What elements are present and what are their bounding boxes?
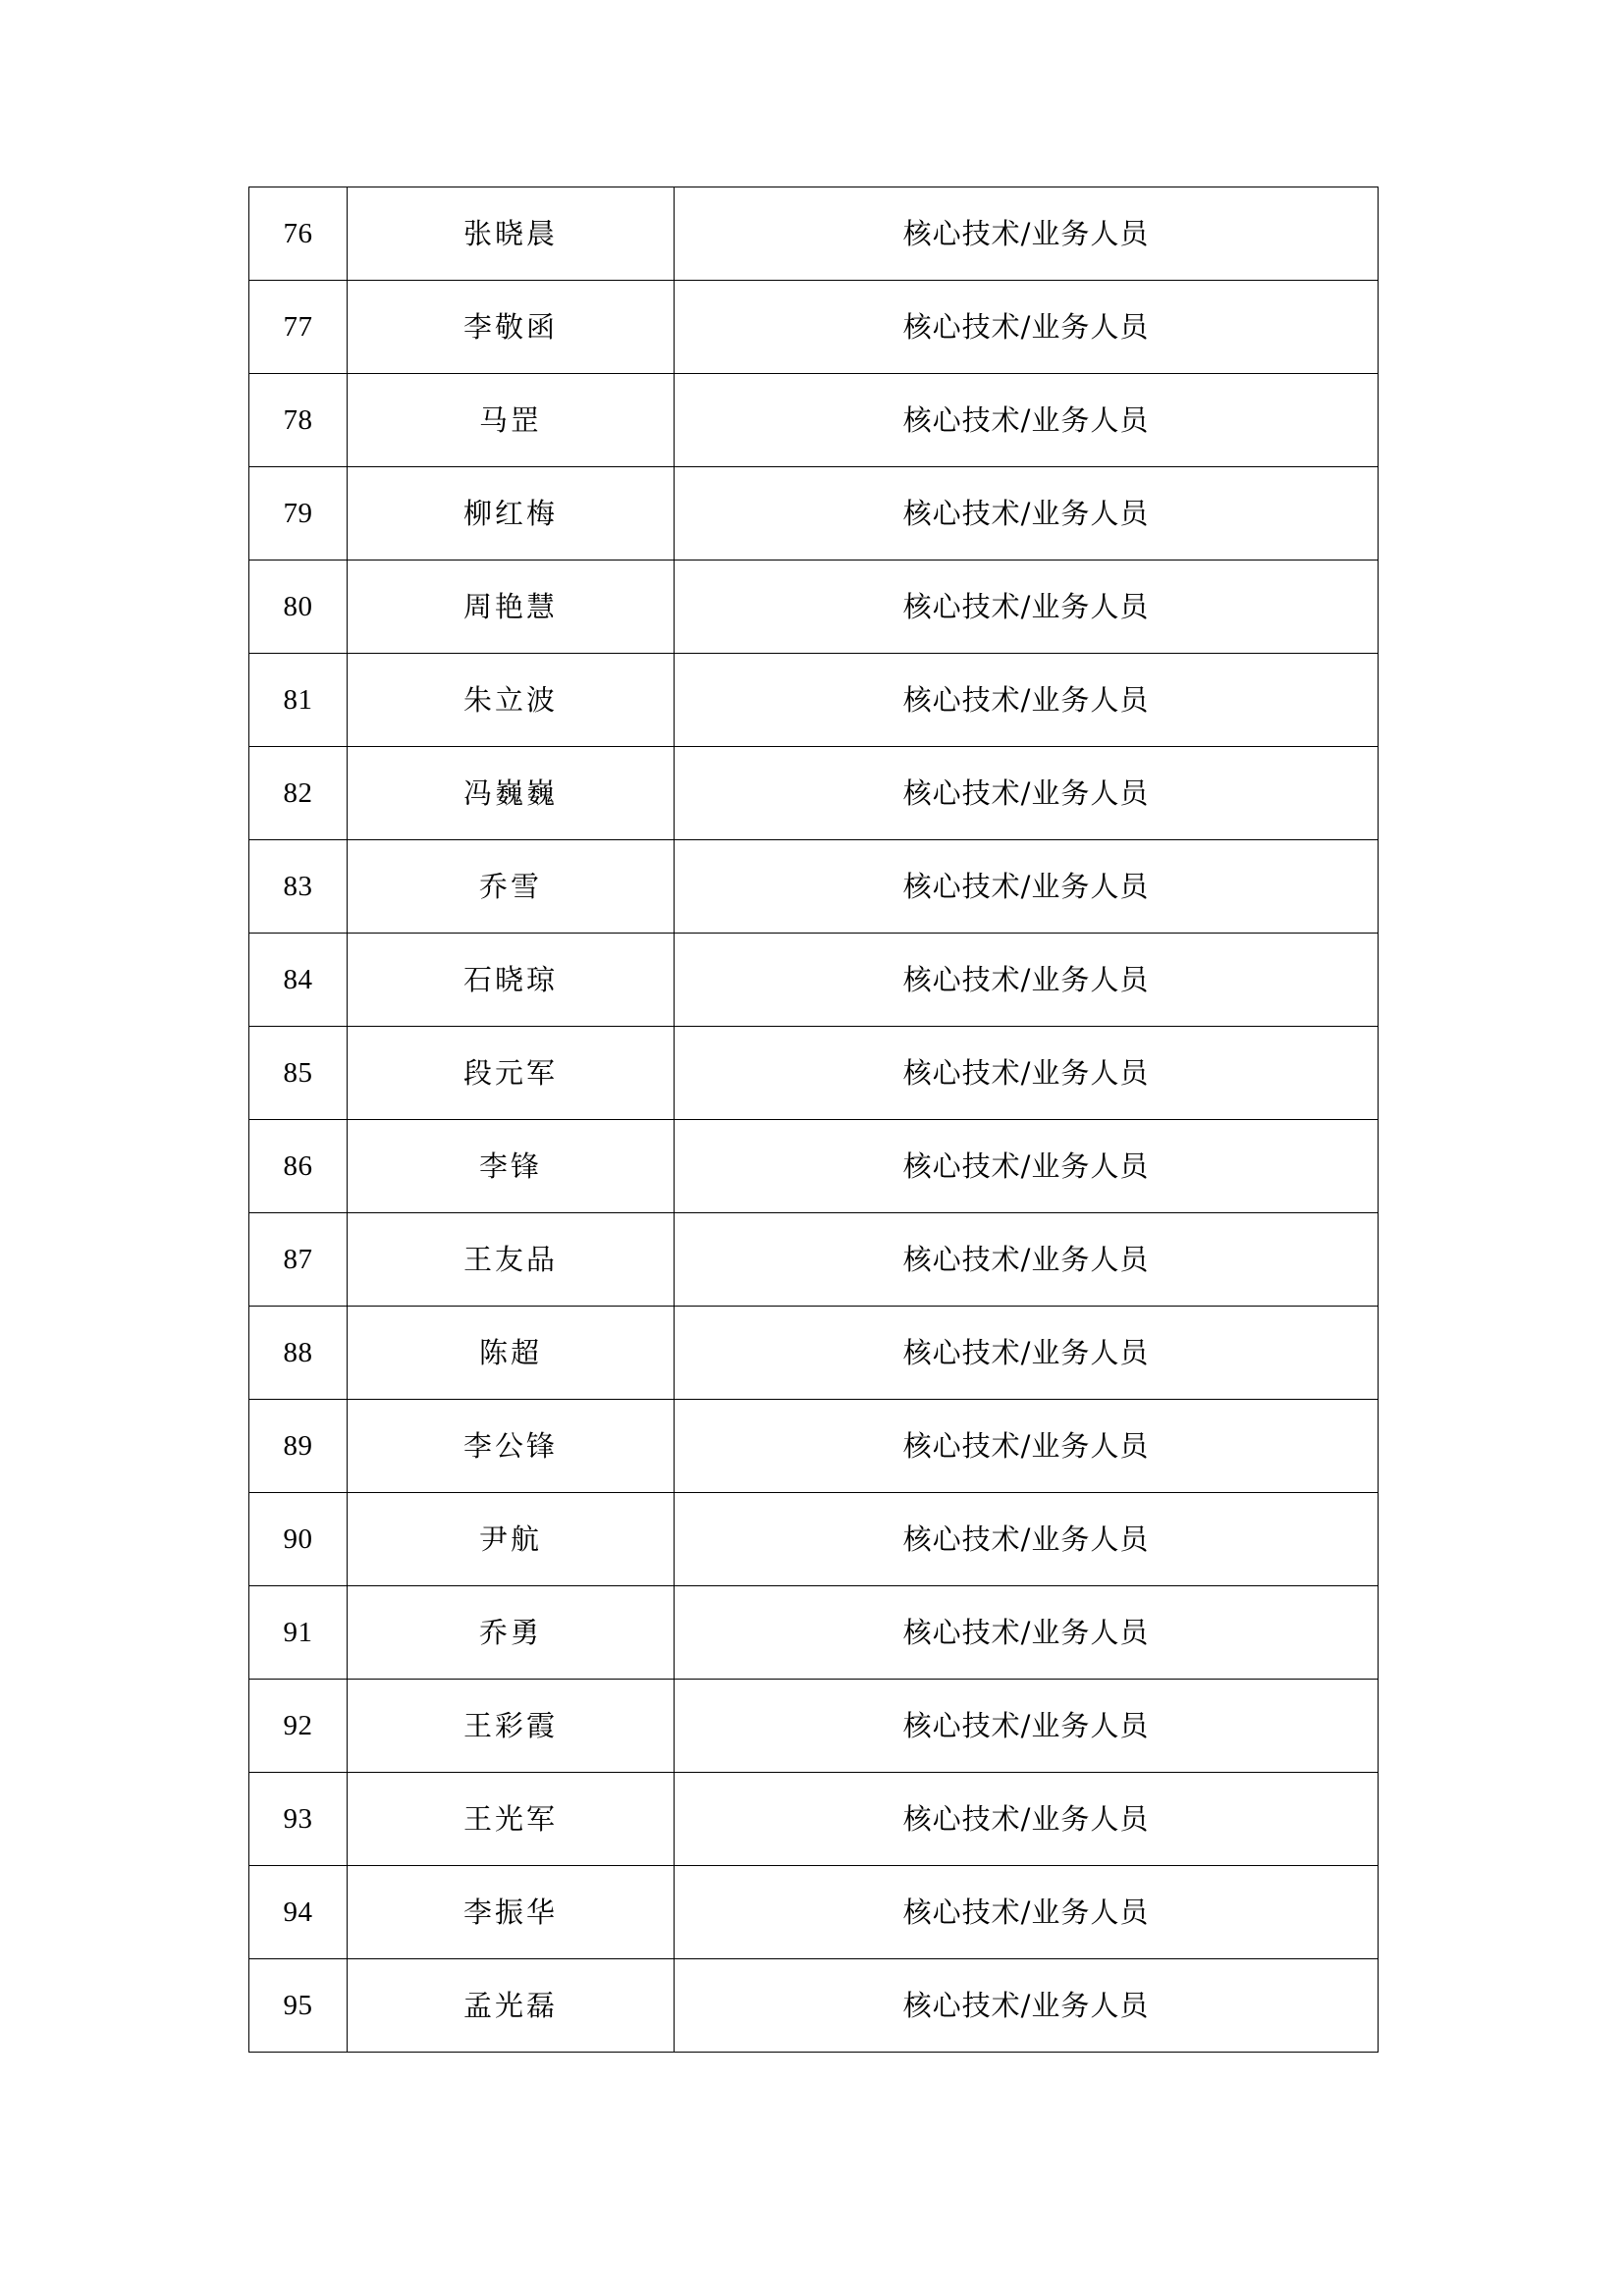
row-name-cell: 王彩霞 — [348, 1680, 675, 1773]
row-name-cell: 周艳慧 — [348, 561, 675, 654]
row-name-cell: 冯巍巍 — [348, 747, 675, 840]
row-role-cell: 核心技术/业务人员 — [675, 561, 1379, 654]
row-role-cell: 核心技术/业务人员 — [675, 1027, 1379, 1120]
row-index-cell: 85 — [249, 1027, 348, 1120]
table-row — [249, 1866, 1379, 1959]
row-index-cell: 86 — [249, 1120, 348, 1213]
row-role-cell: 核心技术/业务人员 — [675, 1959, 1379, 2053]
table-row — [249, 281, 1379, 374]
row-name-cell: 乔雪 — [348, 840, 675, 934]
table-row — [249, 1586, 1379, 1680]
row-name-cell: 孟光磊 — [348, 1959, 675, 2053]
row-index-cell: 88 — [249, 1307, 348, 1400]
row-role-cell: 核心技术/业务人员 — [675, 281, 1379, 374]
row-index-cell: 78 — [249, 374, 348, 467]
table-row — [249, 1400, 1379, 1493]
row-index-cell: 95 — [249, 1959, 348, 2053]
table-row — [249, 1120, 1379, 1213]
row-name-cell: 张晓晨 — [348, 187, 675, 281]
row-index-cell: 87 — [249, 1213, 348, 1307]
row-role-cell: 核心技术/业务人员 — [675, 467, 1379, 561]
row-index-cell: 79 — [249, 467, 348, 561]
table-row — [249, 374, 1379, 467]
table-row — [249, 561, 1379, 654]
row-role-cell: 核心技术/业务人员 — [675, 1120, 1379, 1213]
row-index-cell: 76 — [249, 187, 348, 281]
table-row — [249, 467, 1379, 561]
row-name-cell: 李锋 — [348, 1120, 675, 1213]
row-name-cell: 柳红梅 — [348, 467, 675, 561]
row-name-cell: 乔勇 — [348, 1586, 675, 1680]
row-role-cell: 核心技术/业务人员 — [675, 1866, 1379, 1959]
row-index-cell: 83 — [249, 840, 348, 934]
row-name-cell: 李敬函 — [348, 281, 675, 374]
row-index-cell: 92 — [249, 1680, 348, 1773]
row-role-cell: 核心技术/业务人员 — [675, 1213, 1379, 1307]
row-index-cell: 77 — [249, 281, 348, 374]
table-row — [249, 187, 1379, 281]
row-index-cell: 82 — [249, 747, 348, 840]
row-index-cell: 89 — [249, 1400, 348, 1493]
table-row — [249, 747, 1379, 840]
row-name-cell: 李振华 — [348, 1866, 675, 1959]
table-row — [249, 934, 1379, 1027]
row-index-cell: 94 — [249, 1866, 348, 1959]
row-name-cell: 段元军 — [348, 1027, 675, 1120]
row-index-cell: 81 — [249, 654, 348, 747]
row-role-cell: 核心技术/业务人员 — [675, 1773, 1379, 1866]
row-name-cell: 王友品 — [348, 1213, 675, 1307]
row-role-cell: 核心技术/业务人员 — [675, 1493, 1379, 1586]
personnel-table-body — [249, 187, 1379, 2053]
table-row — [249, 1959, 1379, 2053]
row-index-cell: 90 — [249, 1493, 348, 1586]
personnel-table — [248, 187, 1379, 2053]
row-index-cell: 80 — [249, 561, 348, 654]
table-row — [249, 654, 1379, 747]
table-row — [249, 1307, 1379, 1400]
row-index-cell: 84 — [249, 934, 348, 1027]
row-role-cell: 核心技术/业务人员 — [675, 374, 1379, 467]
row-name-cell: 石晓琼 — [348, 934, 675, 1027]
row-role-cell: 核心技术/业务人员 — [675, 747, 1379, 840]
table-row — [249, 1213, 1379, 1307]
row-name-cell: 尹航 — [348, 1493, 675, 1586]
row-role-cell: 核心技术/业务人员 — [675, 1307, 1379, 1400]
row-role-cell: 核心技术/业务人员 — [675, 187, 1379, 281]
row-role-cell: 核心技术/业务人员 — [675, 934, 1379, 1027]
row-role-cell: 核心技术/业务人员 — [675, 1680, 1379, 1773]
row-index-cell: 93 — [249, 1773, 348, 1866]
table-row — [249, 840, 1379, 934]
table-row — [249, 1680, 1379, 1773]
row-name-cell: 朱立波 — [348, 654, 675, 747]
row-role-cell: 核心技术/业务人员 — [675, 1400, 1379, 1493]
row-name-cell: 李公锋 — [348, 1400, 675, 1493]
row-role-cell: 核心技术/业务人员 — [675, 654, 1379, 747]
row-role-cell: 核心技术/业务人员 — [675, 1586, 1379, 1680]
table-row — [249, 1027, 1379, 1120]
row-role-cell: 核心技术/业务人员 — [675, 840, 1379, 934]
row-name-cell: 王光军 — [348, 1773, 675, 1866]
row-index-cell: 91 — [249, 1586, 348, 1680]
row-name-cell: 陈超 — [348, 1307, 675, 1400]
table-row — [249, 1773, 1379, 1866]
row-name-cell: 马罡 — [348, 374, 675, 467]
personnel-table-container — [248, 187, 1378, 2053]
table-row — [249, 1493, 1379, 1586]
